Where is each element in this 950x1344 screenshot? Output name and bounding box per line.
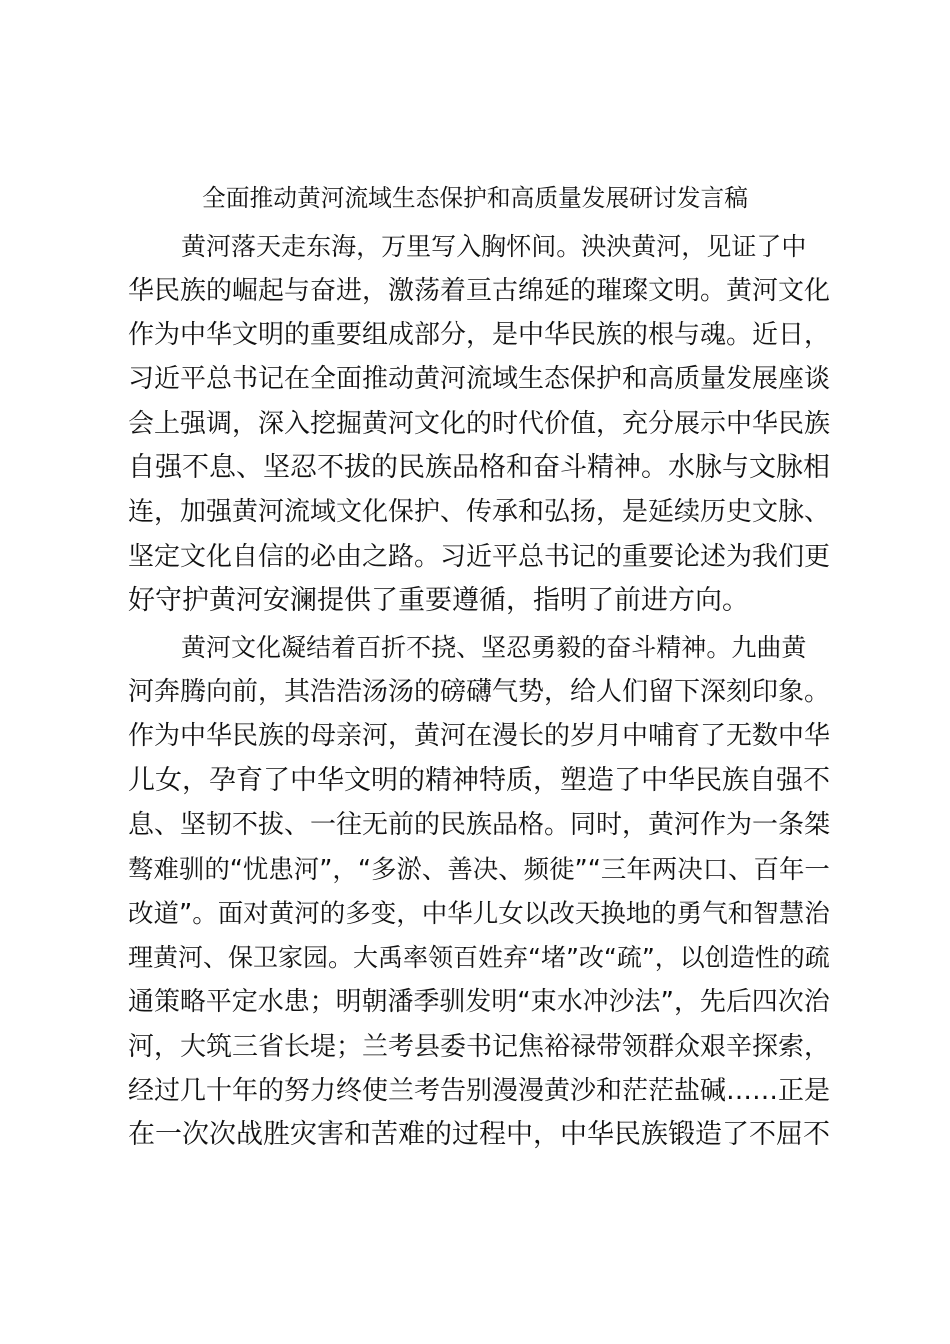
- paragraph-1-line: 好守护黄河安澜提供了重要遵循，指明了前进方向。: [128, 585, 749, 616]
- paragraph-2-line: 息、坚韧不拔、一往无前的民族品格。同时，黄河作为一条桀: [128, 810, 831, 840]
- paragraph-1-line: 华民族的崛起与奋进，激荡着亘古绵延的璀璨文明。黄河文化: [128, 276, 831, 306]
- paragraph-1-line: 坚定文化自信的必由之路。习近平总书记的重要论述为我们更: [128, 542, 831, 572]
- paragraph-1-line: 连，加强黄河流域文化保护、传承和弘扬，是延续历史文脉、: [128, 497, 831, 527]
- paragraph-2-line: 在一次次战胜灾害和苦难的过程中，中华民族锻造了不屈不: [128, 1119, 830, 1150]
- paragraph-1-line: 习近平总书记在全面推动黄河流域生态保护和高质量发展座谈: [128, 364, 831, 394]
- paragraph-2-line: 通策略平定水患；明朝潘季驯发明“束水冲沙法”，先后四次治: [128, 987, 830, 1017]
- paragraph-1-line: 黄河落天走东海，万里写入胸怀间。泱泱黄河，见证了中: [181, 232, 807, 261]
- paragraph-1-line: 自强不息、坚忍不拔的民族品格和奋斗精神。水脉与文脉相: [128, 452, 830, 483]
- document-title: 全面推动黄河流域生态保护和高质量发展研讨发言稿: [202, 184, 748, 212]
- paragraph-2-line: 理黄河、保卫家园。大禹率领百姓弃“堵”改“疏”，以创造性的疏: [128, 943, 830, 972]
- paragraph-2-line: 改道”。面对黄河的多变，中华儿女以改天换地的勇气和智慧治: [128, 899, 830, 929]
- paragraph-1-line: 会上强调，深入挖掘黄河文化的时代价值，充分展示中华民族: [128, 409, 831, 439]
- paragraph-2-line: 河奔腾向前，其浩浩汤汤的磅礴气势，给人们留下深刻印象。: [128, 677, 831, 707]
- paragraph-1-line: 作为中华文明的重要组成部分，是中华民族的根与魂。近日，: [128, 320, 831, 350]
- paragraph-2-line: 河，大筑三省长堤；兰考县委书记焦裕禄带领群众艰辛探索，: [128, 1032, 831, 1062]
- paragraph-2-line: 骜难驯的“忧患河”，“多淤、善决、频徙”“三年两决口、百年一: [128, 854, 830, 884]
- paragraph-2-line: 经过几十年的努力终使兰考告别漫漫黄沙和茫茫盐碱……正是: [128, 1076, 831, 1106]
- paragraph-2-line: 黄河文化凝结着百折不挠、坚忍勇毅的奋斗精神。九曲黄: [181, 633, 807, 662]
- paragraph-2-line: 儿女，孕育了中华文明的精神特质，塑造了中华民族自强不: [128, 765, 830, 796]
- paragraph-2-line: 作为中华民族的母亲河，黄河在漫长的岁月中哺育了无数中华: [128, 721, 831, 751]
